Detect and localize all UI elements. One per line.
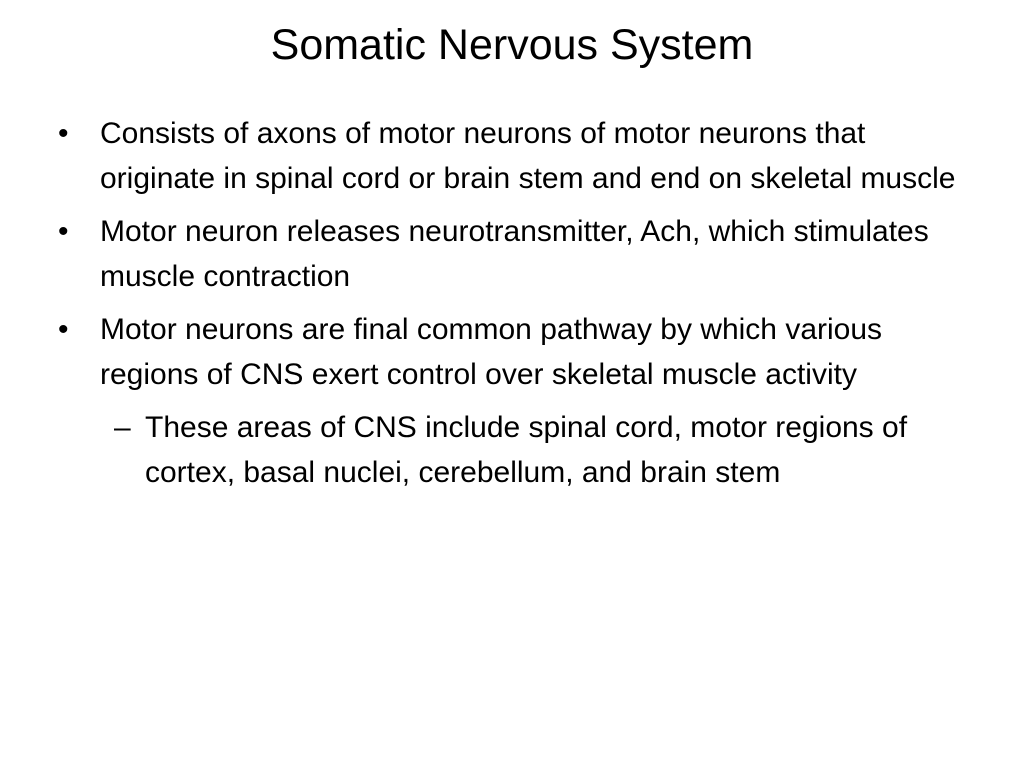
bullet-item: [56, 209, 976, 299]
sub-bullet-text: These areas of CNS include spinal cord, motor regions of cortex, basal nuclei, cerebellum, and brain stem: [145, 411, 908, 489]
bullet-item: [56, 111, 976, 201]
sub-bullet-item: [56, 405, 976, 495]
bullet-marker: •: [58, 117, 69, 150]
bullet-marker: •: [58, 313, 69, 346]
slide-title: Somatic Nervous System: [270, 21, 754, 69]
bullet-text: Consists of axons of motor neurons of motor neurons that originate in spinal cord or brain stem and end on skeletal muscle: [100, 117, 956, 195]
bullet-item: [56, 307, 976, 397]
bullet-text: Motor neuron releases neurotransmitter, Ach, which stimulates muscle contraction: [100, 215, 929, 293]
sub-bullet-marker: –: [114, 411, 131, 444]
slide-content: [56, 111, 976, 503]
bullet-marker: •: [58, 215, 69, 248]
bullet-text: Motor neurons are final common pathway by which various regions of CNS exert control over skeletal muscle activity: [100, 313, 883, 391]
